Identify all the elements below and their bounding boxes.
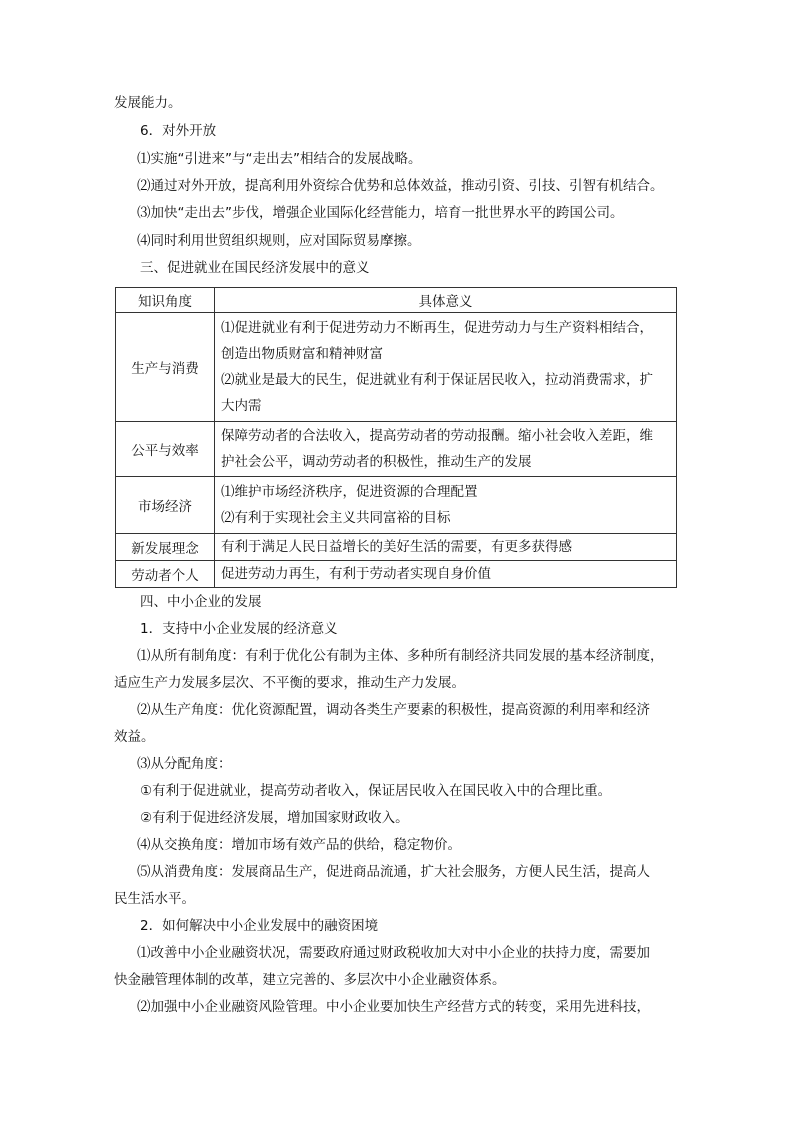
table-row [116, 534, 677, 561]
section-heading: 四、中小企业的发展 [140, 594, 262, 610]
cell-text-line: ⑴促进就业有利于促进劳动力不断再生，促进劳动力与生产资料相结合， [221, 320, 653, 336]
cell-text-line: ⑵有利于实现社会主义共同富裕的目标 [221, 510, 451, 526]
text-line: ⑷从交换角度：增加市场有效产品的供给，稳定物价。 [137, 837, 461, 853]
cell-text-line: 大内需 [221, 398, 262, 414]
section-heading: 6．对外开放 [140, 123, 217, 139]
text-line: ①有利于促进就业，提高劳动者收入，保证居民收入在国民收入中的合理比重。 [140, 783, 612, 799]
table-row [116, 561, 677, 588]
text-line: ⑵通过对外开放，提高利用外资综合优势和总体效益，推动引资、引技、引智有机结合。 [137, 178, 664, 194]
cell-text-line: 有利于满足人民日益增长的美好生活的需要，有更多获得感 [221, 539, 572, 555]
table-row [116, 477, 677, 534]
text-line: 民生活水平。 [114, 891, 195, 907]
text-line: ⑵加强中小企业融资风险管理。中小企业要加快生产经营方式的转变，采用先进科技， [137, 999, 650, 1015]
table-row-value [215, 422, 677, 477]
text-line: 适应生产力发展多层次、不平衡的要求，推动生产力发展。 [114, 675, 465, 691]
text-line: 发展能力。 [114, 95, 182, 111]
table-header-row [116, 288, 677, 313]
text-line: ⑶从分配角度： [137, 756, 232, 772]
table-row-key: 新发展理念 [116, 534, 215, 561]
table-row-value [215, 477, 677, 534]
cell-text-line: 创造出物质财富和精神财富 [221, 346, 383, 362]
table-row [116, 313, 677, 422]
table-row-value [215, 561, 677, 588]
text-line: ⑸从消费角度：发展商品生产，促进商品流通，扩大社会服务，方便人民生活，提高人 [137, 864, 650, 880]
cell-text-line: 促进劳动力再生，有利于劳动者实现自身价值 [221, 566, 491, 582]
subsection-heading: 1．支持中小企业发展的经济意义 [140, 621, 338, 637]
text-line: ⑷同时利用世贸组织规则，应对国际贸易摩擦。 [137, 233, 421, 249]
table-row-key: 市场经济 [116, 477, 215, 534]
text-line: ⑵从生产角度：优化资源配置，调动各类生产要素的积极性，提高资源的利用率和经济 [137, 702, 650, 718]
table-row-key: 生产与消费 [116, 313, 215, 422]
cell-text-line: ⑴维护市场经济秩序，促进资源的合理配置 [221, 484, 478, 500]
table-row [116, 422, 677, 477]
text-line: 快金融管理体制的改革，建立完善的、多层次中小企业融资体系。 [114, 972, 506, 988]
employment-significance-table [115, 287, 677, 588]
cell-text-line: ⑵就业是最大的民生，促进就业有利于保证居民收入，拉动消费需求，扩 [221, 372, 653, 388]
table-header-value: 具体意义 [215, 288, 677, 313]
table-row-value [215, 313, 677, 422]
text-line: 效益。 [114, 729, 155, 745]
table-row-key: 公平与效率 [116, 422, 215, 477]
table-row-value [215, 534, 677, 561]
text-line: ⑴从所有制角度：有利于优化公有制为主体、多种所有制经济共同发展的基本经济制度， [137, 648, 664, 664]
cell-text-line: 保障劳动者的合法收入，提高劳动者的劳动报酬。缩小社会收入差距，维 [221, 428, 653, 444]
text-line: ⑴改善中小企业融资状况，需要政府通过财政税收加大对中小企业的扶持力度，需要加 [137, 945, 650, 961]
cell-text-line: 护社会公平，调动劳动者的积极性，推动生产的发展 [221, 454, 532, 470]
text-line: ⑶加快“走出去”步伐，增强企业国际化经营能力，培育一批世界水平的跨国公司。 [137, 205, 624, 221]
table-row-key: 劳动者个人 [116, 561, 215, 588]
subsection-heading: 2．如何解决中小企业发展中的融资困境 [140, 918, 379, 934]
table-header-key: 知识角度 [116, 288, 215, 313]
text-line: ②有利于促进经济发展，增加国家财政收入。 [140, 810, 409, 826]
text-line: ⑴实施“引进来”与“走出去”相结合的发展战略。 [137, 151, 422, 167]
section-heading: 三、促进就业在国民经济发展中的意义 [140, 260, 370, 276]
